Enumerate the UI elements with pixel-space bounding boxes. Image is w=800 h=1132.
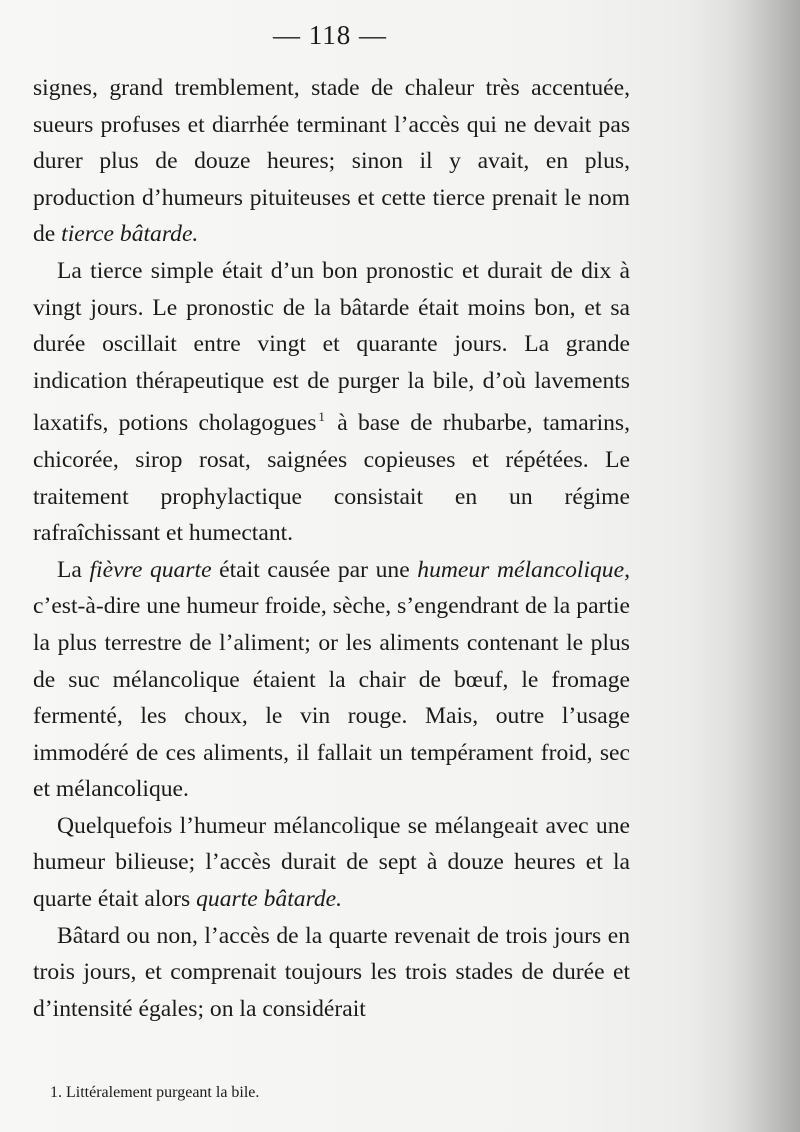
paragraph-3-italic-2: humeur mélancolique, [417, 556, 630, 583]
paragraph-3-text-a: La [57, 556, 90, 583]
paragraph-5 [33, 918, 630, 1028]
paragraph-2-text: La tierce simple était d’un bon pronostic et durait de dix à vingt jours. Le pronostic de la bâtarde était moins bon, et sa durée oscillait entre vingt et quarante jours. La grande indication thérapeutique est de purger la bile, d’où lavements laxatifs, potions cholagogues [33, 257, 630, 437]
paragraph-1 [33, 70, 630, 253]
footnote-marker: 1 [318, 409, 325, 425]
page-number: — 118 — [273, 20, 387, 50]
footnote: 1. Littéralement purgeant la bile. [50, 1084, 260, 1101]
paragraph-3-italic-1: fièvre quarte [89, 556, 212, 583]
paragraph-3-text-c: c’est-à-dire une humeur froide, sèche, s’engendrant de la partie la plus terrestre de l’aliment; or les aliments contenant le plus de suc mélancolique étaient la chair de bœuf, le fromage fermenté, les choux, le vin rouge. Mais, outre l’usage immodéré de ces aliments, il fallait un tempérament froid, sec et mélancolique. [33, 593, 630, 803]
paragraph-3 [33, 552, 630, 808]
body-text [33, 70, 630, 1027]
paragraph-2-text-continued: à base de rhubarbe, tamarins, chicorée, sirop rosat, saignées copieuses et répétées. Le traitement prophylactique consistait en un régime rafraîchissant et humectant. [33, 410, 630, 547]
paragraph-5-text: Bâtard ou non, l’accès de la quarte revenait de trois jours en trois jours, et comprenait toujours les trois stades de durée et d’intensité égales; on la considérait [33, 922, 630, 1022]
paragraph-4-text: Quelquefois l’humeur mélancolique se mélangeait avec une humeur bilieuse; l’accès durait de sept à douze heures et la quarte était alors [33, 812, 630, 913]
paragraph-4-italic: quarte bâtarde. [196, 886, 343, 913]
paragraph-4 [33, 808, 630, 918]
paragraph-3-text-b: était causée par une [211, 556, 418, 583]
paragraph-1-text: signes, grand tremblement, stade de chaleur très accentuée, sueurs profuses et diarrhée terminant l’accès qui ne devait pas durer plus de douze heures; sinon il y avait, en plus, production d’humeurs pituiteuses et cette tierce prenait le nom de [33, 75, 630, 248]
paragraph-1-italic: tierce bâtarde. [61, 221, 199, 248]
paragraph-2 [33, 253, 630, 552]
page-gutter-shadow [730, 0, 800, 1132]
